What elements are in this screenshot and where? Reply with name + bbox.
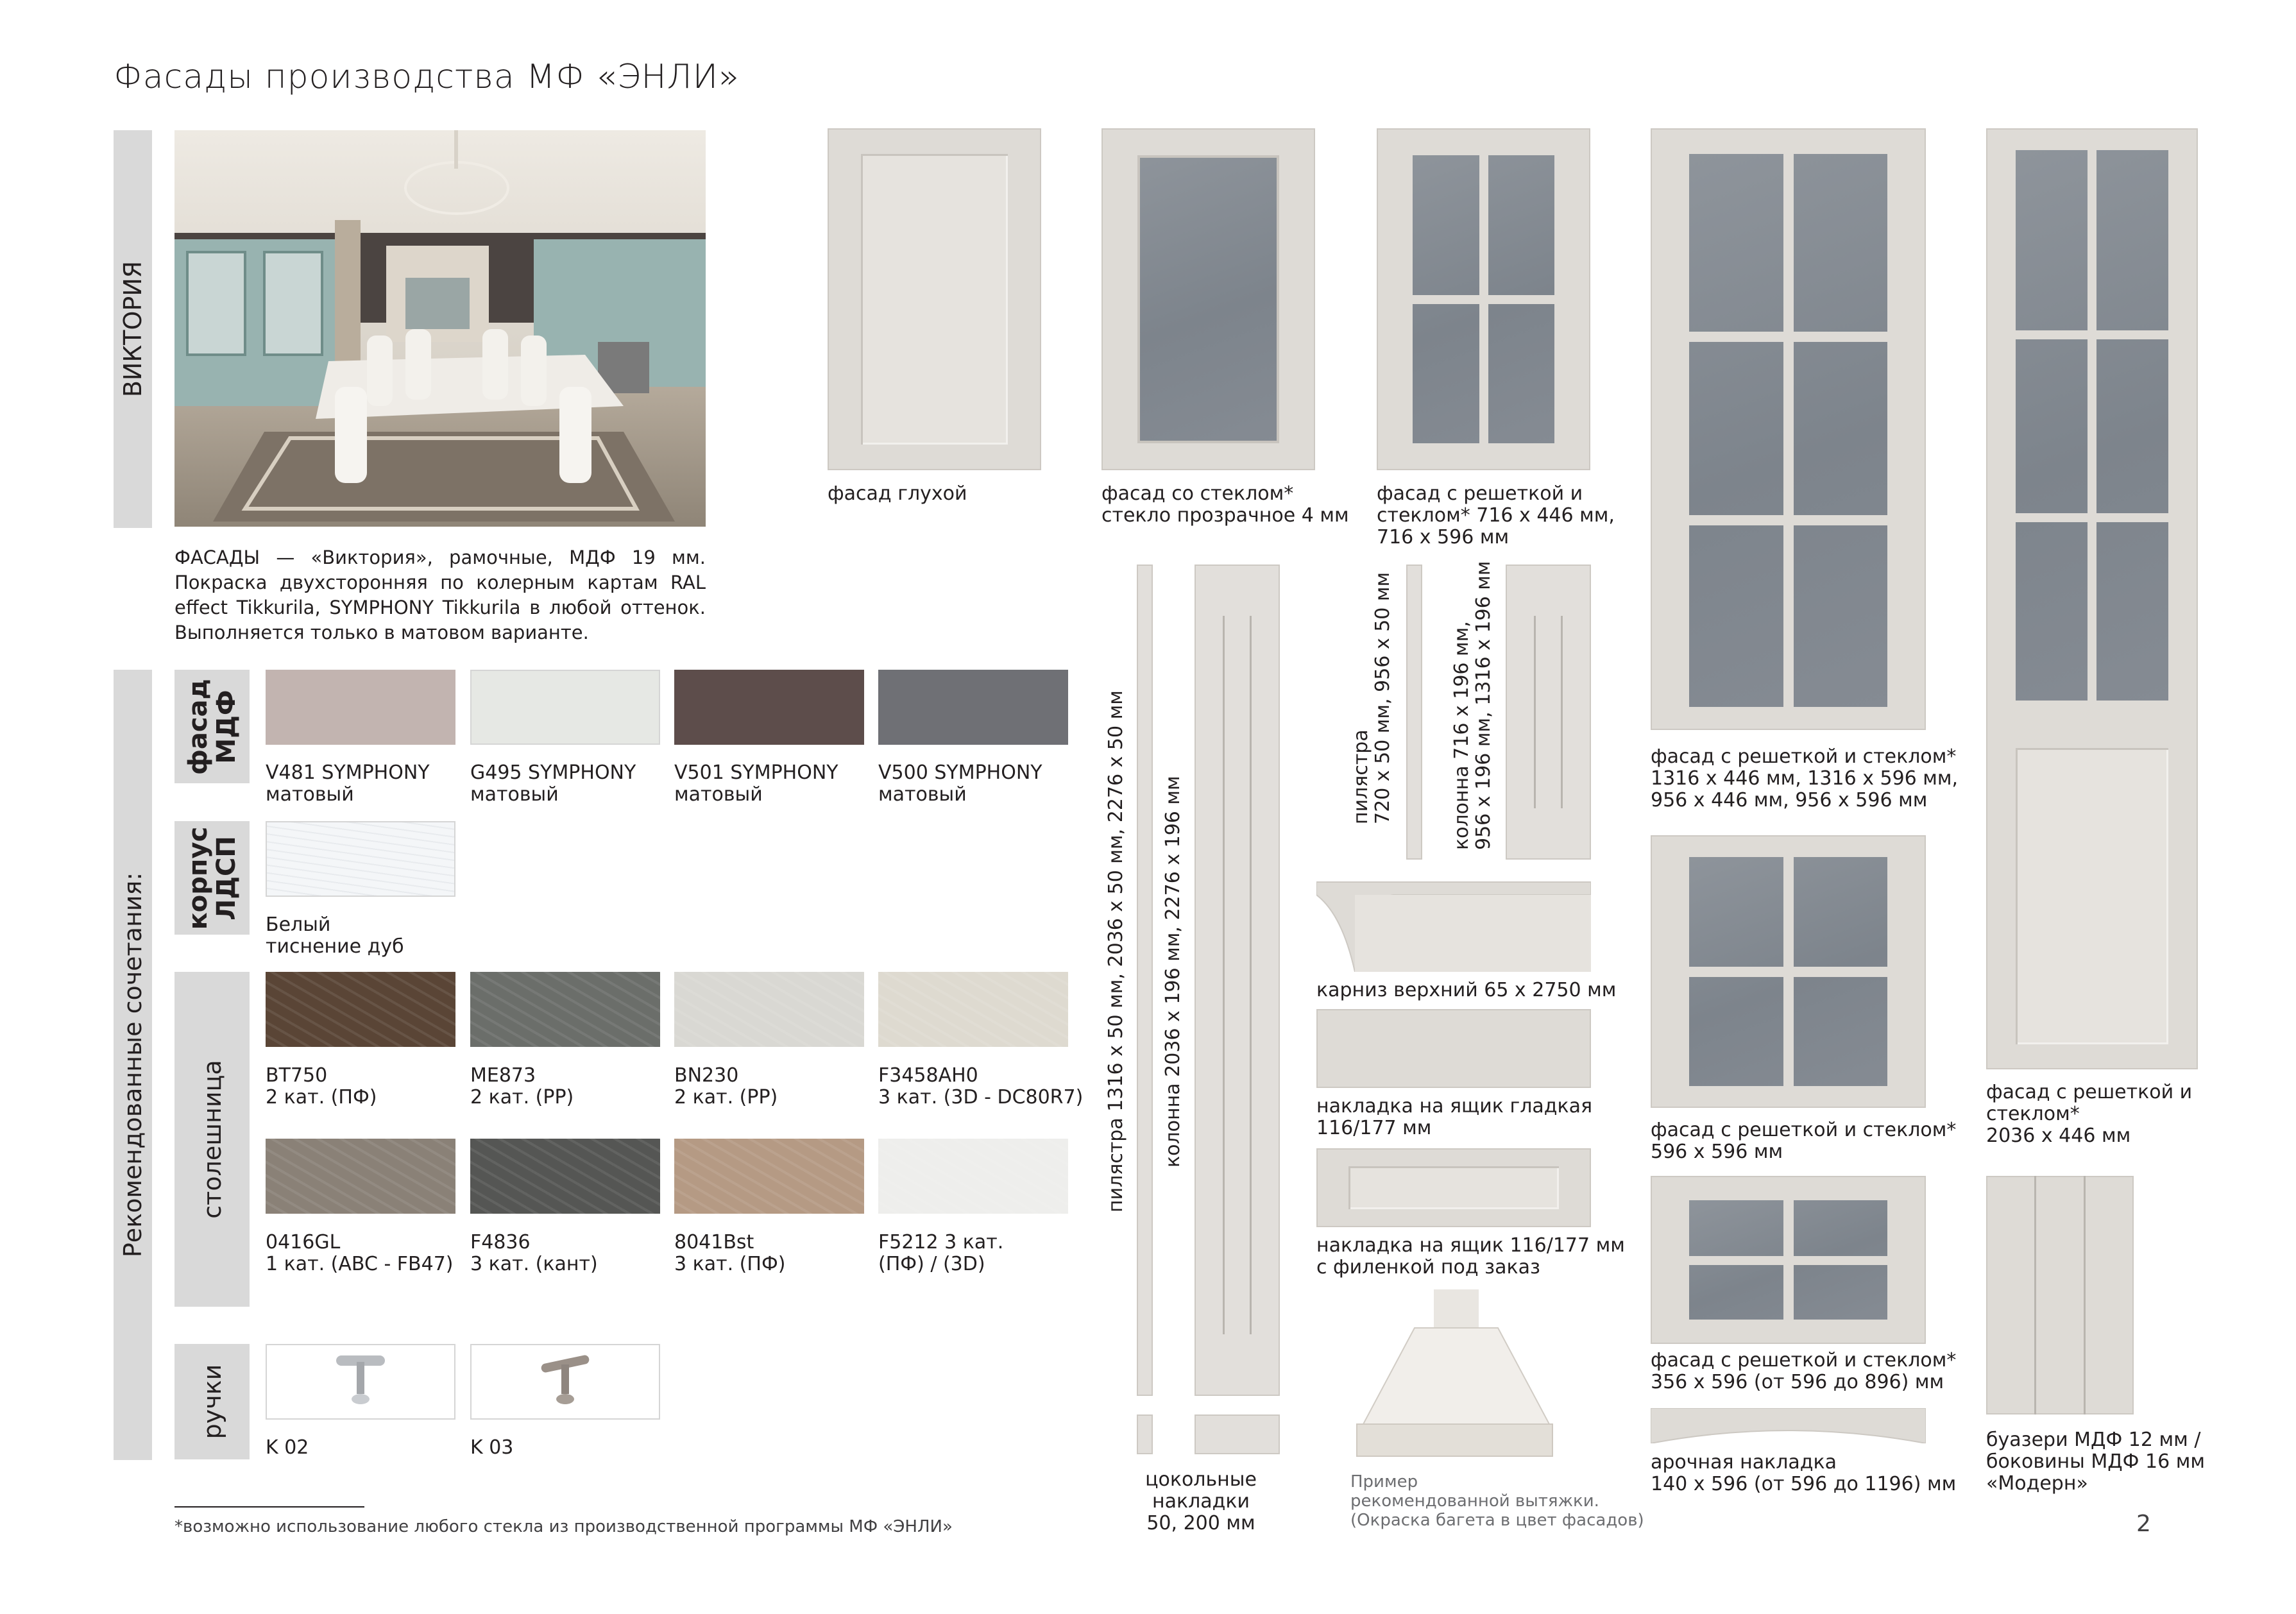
facade-swatch	[674, 670, 864, 745]
countertop-swatch	[878, 972, 1068, 1047]
drawer-panel	[1316, 1148, 1591, 1227]
facade-swatch-name: V500 SYMPHONY	[878, 761, 1042, 784]
facade-grid-tall	[1986, 128, 2198, 1069]
countertop-category: 3 кат. (3D - DC80R7)	[878, 1086, 1084, 1109]
facade-glass	[1101, 128, 1315, 470]
countertop-name: F3458AH0	[878, 1064, 978, 1087]
kitchen-photo	[174, 130, 706, 527]
countertop-swatch	[674, 972, 864, 1047]
handle-k03	[470, 1344, 660, 1420]
countertop-category: 1 кат. (ABC - FB47)	[266, 1253, 454, 1275]
korpus-finish: тиснение дуб	[266, 935, 404, 958]
caption-grid-small: фасад с решеткой и стеклом* 716 х 446 мм, 716 х 596 мм	[1377, 482, 1615, 548]
recommended-tab-label: Рекомендованные сочетания:	[119, 872, 147, 1258]
victoria-tab	[114, 130, 152, 528]
handles-tab	[174, 1344, 250, 1459]
facade-mdf-label: фасад МДФ	[183, 678, 241, 775]
column-short	[1506, 565, 1591, 860]
facade-swatch-name: V501 SYMPHONY	[674, 761, 838, 784]
caption-plinth: цокольные накладки 50, 200 мм	[1145, 1468, 1257, 1534]
facade-swatch	[266, 670, 455, 745]
victoria-tab-label: ВИКТОРИЯ	[119, 260, 147, 398]
countertop-name: F5212 3 кат.	[878, 1231, 1004, 1253]
handle-k02-label: K 02	[266, 1436, 309, 1459]
caption-grid-356: фасад с решеткой и стеклом* 356 х 596 (от 596 до 896) мм	[1651, 1349, 1957, 1393]
caption-grid-large: фасад с решеткой и стеклом* 1316 х 446 мм, 1316 х 596 мм, 956 х 446 мм, 956 х 596 мм	[1651, 745, 1959, 811]
facade-blind	[828, 128, 1041, 470]
caption-glass: фасад со стеклом* стекло прозрачное 4 мм	[1101, 482, 1349, 527]
facade-mdf-tab	[174, 670, 250, 783]
caption-pilaster-short: пилястра 720 х 50 мм, 956 х 50 мм	[1350, 572, 1394, 824]
caption-column-long: колонна 2036 х 196 мм, 2276 х 196 мм	[1162, 776, 1184, 1168]
countertop-swatch	[470, 972, 660, 1047]
countertop-name: BN230	[674, 1064, 739, 1087]
cornice	[1316, 876, 1591, 972]
facade-swatch-finish: матовый	[674, 783, 763, 806]
korpus-label: корпус ЛДСП	[183, 826, 241, 930]
facade-grid-356	[1651, 1176, 1926, 1344]
facade-grid-596	[1651, 835, 1926, 1108]
arch-overlay	[1651, 1408, 1926, 1443]
recommended-tab	[114, 670, 152, 1460]
hood-image	[1344, 1289, 1565, 1463]
page-title: Фасады производства МФ «ЭНЛИ»	[114, 58, 740, 96]
caption-arch: арочная накладка 140 х 596 (от 596 до 1196) мм	[1651, 1451, 1957, 1495]
caption-blind: фасад глухой	[828, 482, 967, 505]
facade-swatch-name: G495 SYMPHONY	[470, 761, 636, 784]
countertop-name: 0416GL	[266, 1231, 341, 1253]
facade-swatch	[470, 670, 660, 745]
countertop-category: 2 кат. (PP)	[470, 1086, 574, 1109]
korpus-tab	[174, 821, 250, 935]
drawer-smooth	[1316, 1009, 1591, 1088]
facade-swatch	[878, 670, 1068, 745]
facade-swatch-finish: матовый	[266, 783, 354, 806]
countertop-category: 2 кат. (ПФ)	[266, 1086, 377, 1109]
facade-swatch-finish: матовый	[470, 783, 559, 806]
caption-grid-tall: фасад с решеткой и стеклом* 2036 х 446 мм	[1986, 1081, 2193, 1147]
countertop-category: 3 кат. (кант)	[470, 1253, 598, 1275]
column-long	[1195, 565, 1280, 1396]
page-number: 2	[2136, 1511, 2151, 1537]
caption-pilaster-long: пилястра 1316 х 50 мм, 2036 х 50 мм, 2276 х 50 мм	[1105, 690, 1127, 1212]
countertop-swatch	[674, 1139, 864, 1214]
countertop-category: 3 кат. (ПФ)	[674, 1253, 786, 1275]
countertop-name: ME873	[470, 1064, 536, 1087]
korpus-name: Белый	[266, 913, 331, 936]
pilaster-long	[1137, 565, 1153, 1396]
korpus-swatch	[266, 821, 455, 897]
facade-swatch-name: V481 SYMPHONY	[266, 761, 430, 784]
plinth-wide	[1195, 1414, 1280, 1454]
caption-boiserie: буазери МДФ 12 мм / боковины МДФ 16 мм «Модерн»	[1986, 1429, 2206, 1495]
description: ФАСАДЫ — «Виктория», рамочные, МДФ 19 мм. Покраска двухсторонняя по колерным картам RAL effect Tikkurila, SYMPHONY Tikkurila в любой оттенок. Выполняется только в матовом варианте.	[174, 547, 706, 643]
countertop-name: F4836	[470, 1231, 531, 1253]
footnote-divider	[174, 1506, 364, 1508]
facade-grid-large	[1651, 128, 1926, 730]
countertop-swatch	[266, 1139, 455, 1214]
countertop-swatch	[470, 1139, 660, 1214]
countertop-name: 8041Bst	[674, 1231, 754, 1253]
countertop-swatch	[266, 972, 455, 1047]
caption-grid-596: фасад с решеткой и стеклом* 596 х 596 мм	[1651, 1119, 1957, 1163]
boiserie-panel	[1986, 1176, 2134, 1414]
caption-drawer-smooth: накладка на ящик гладкая 116/177 мм	[1316, 1095, 1593, 1139]
caption-hood: Пример рекомендованной вытяжки. (Окраска багета в цвет фасадов)	[1350, 1472, 1644, 1530]
facade-grid-small	[1377, 128, 1590, 470]
caption-cornice: карниз верхний 65 х 2750 мм	[1316, 979, 1617, 1001]
caption-drawer-panel: накладка на ящик 116/177 мм с филенкой под заказ	[1316, 1234, 1625, 1278]
pilaster-short	[1406, 565, 1422, 860]
countertop-category: (ПФ) / (3D)	[878, 1253, 985, 1275]
countertop-label: столешница	[198, 1060, 226, 1219]
facade-swatch-finish: матовый	[878, 783, 967, 806]
handle-k02	[266, 1344, 455, 1420]
caption-column-short: колонна 716 х 196 мм, 956 х 196 мм, 1316 х 196 мм	[1450, 561, 1495, 850]
plinth-narrow	[1137, 1414, 1153, 1454]
handles-label: ручки	[198, 1364, 226, 1440]
countertop-name: BT750	[266, 1064, 328, 1087]
handle-k03-label: K 03	[470, 1436, 514, 1459]
countertop-swatch	[878, 1139, 1068, 1214]
countertop-category: 2 кат. (PP)	[674, 1086, 778, 1109]
footnote: *возможно использование любого стекла из производственной программы МФ «ЭНЛИ»	[174, 1517, 953, 1536]
countertop-tab	[174, 972, 250, 1307]
